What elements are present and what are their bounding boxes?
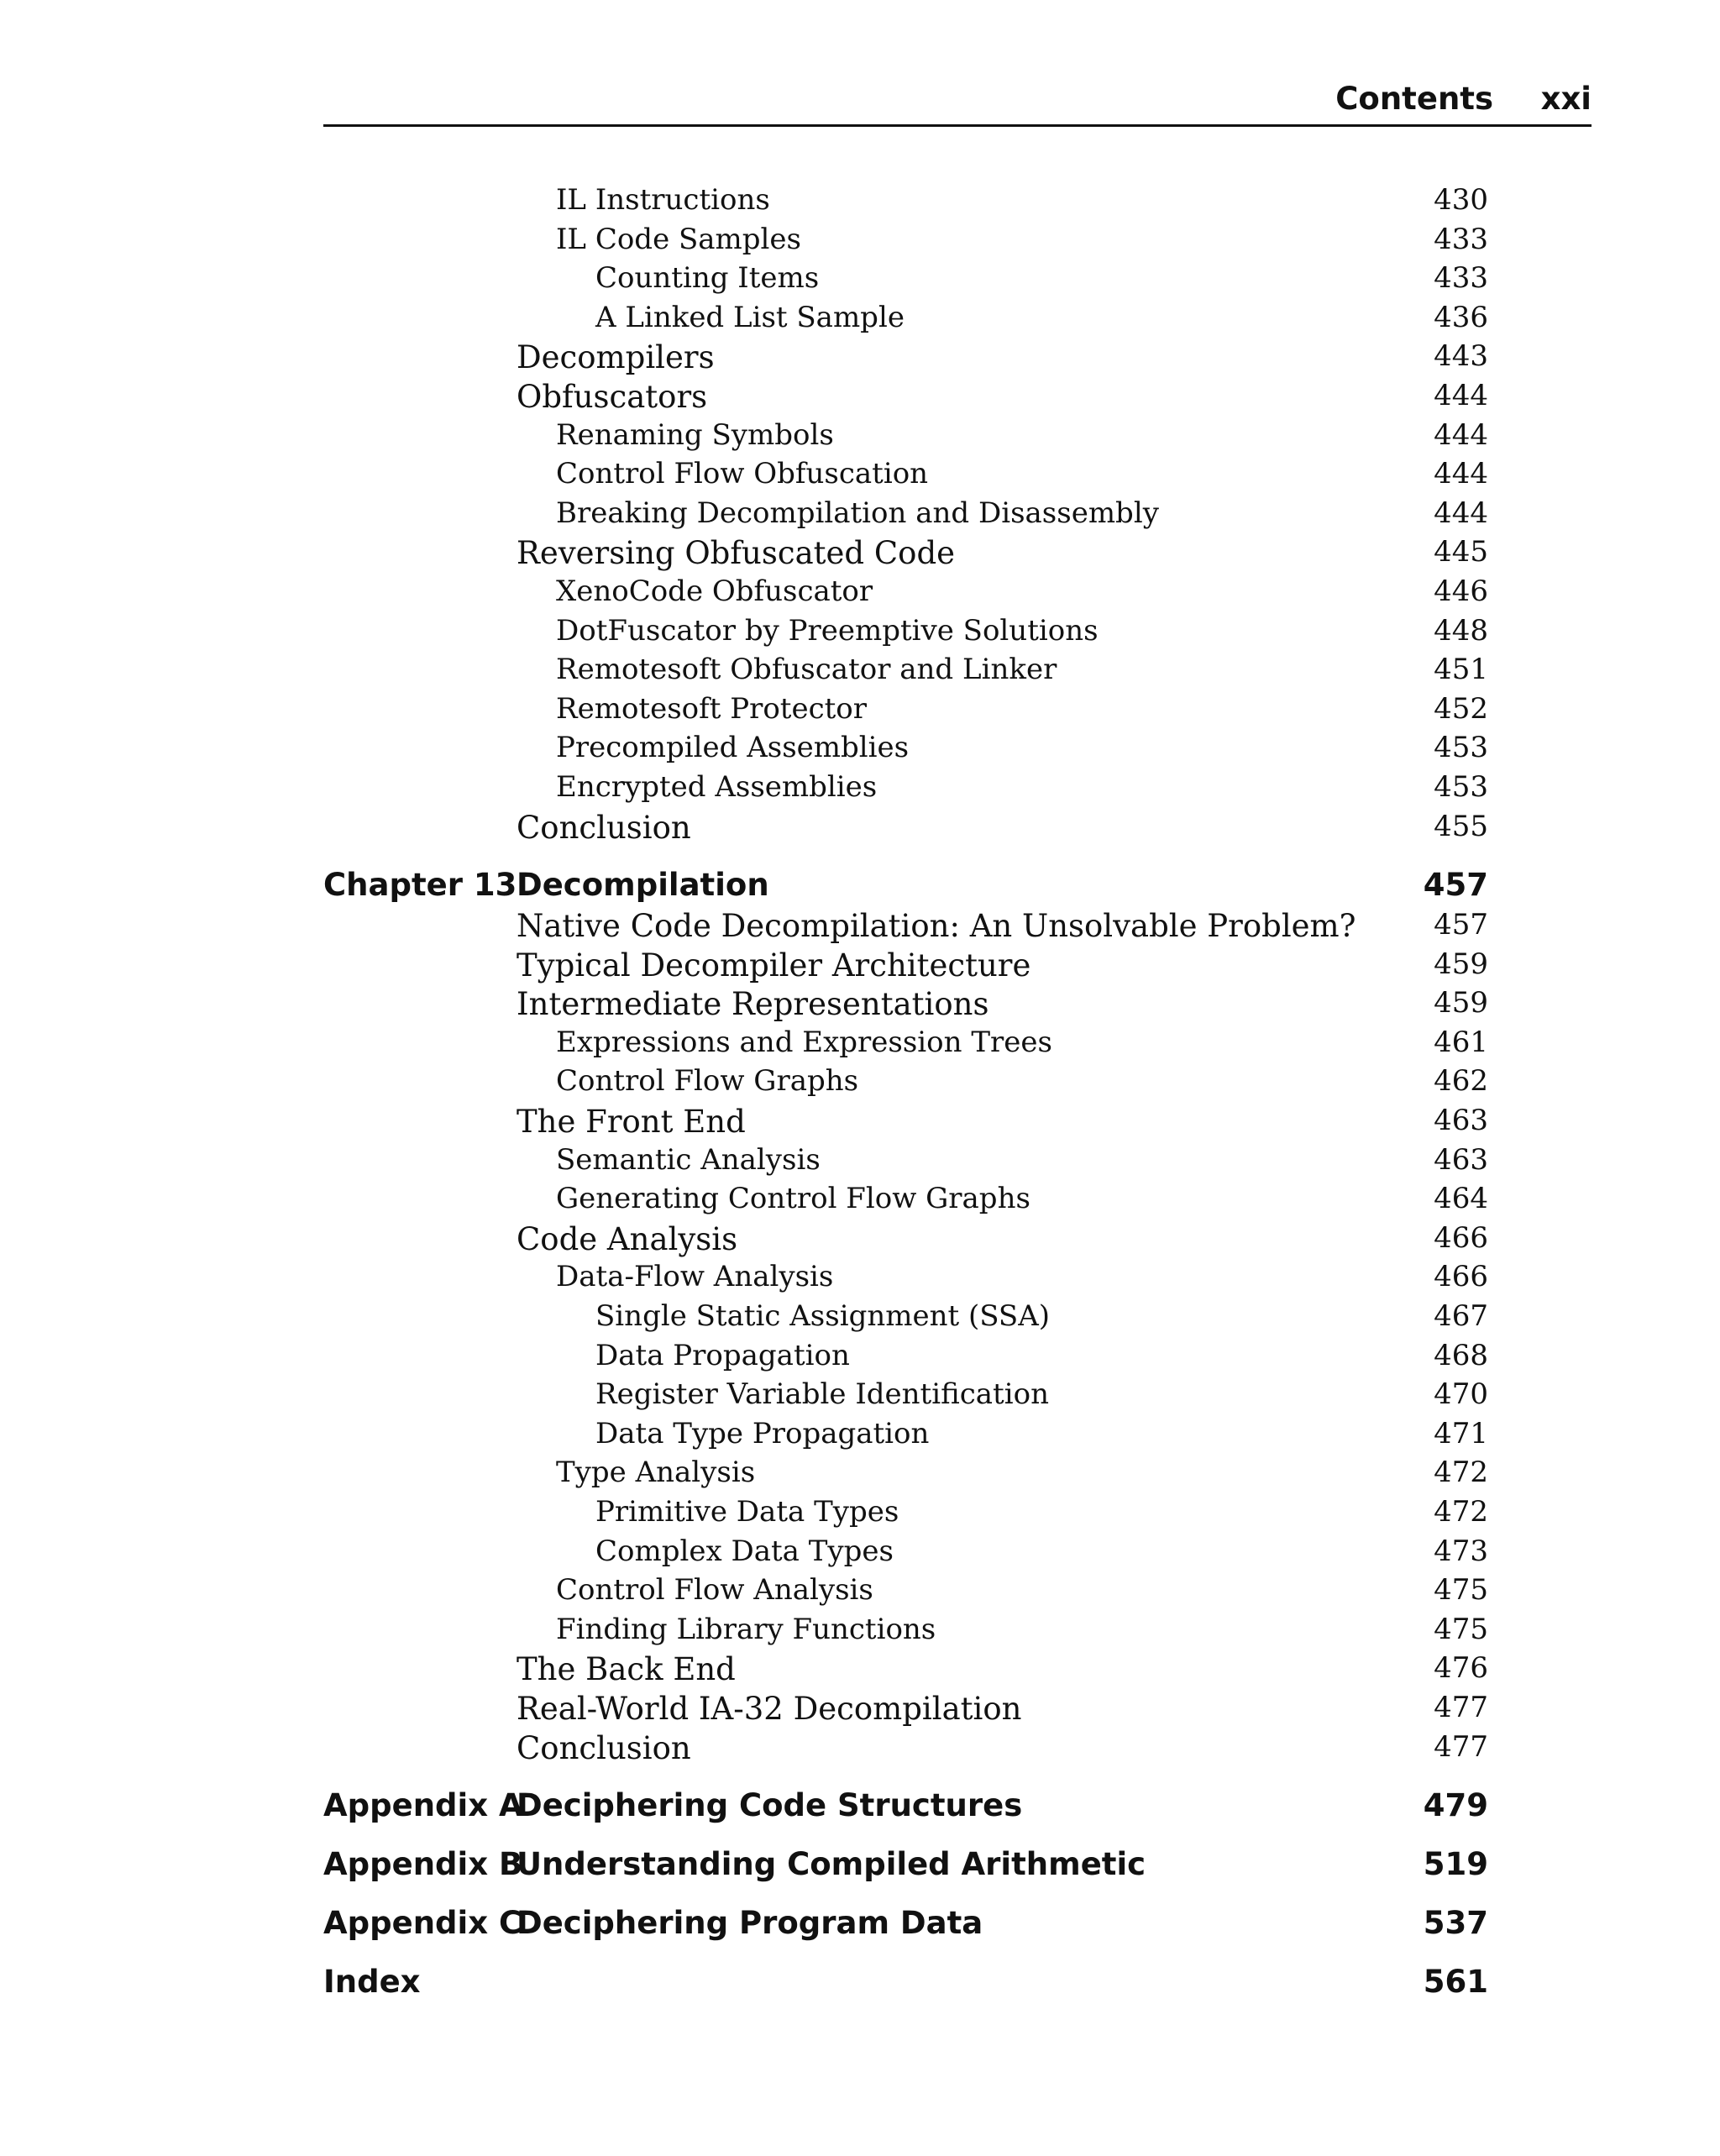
toc-entry-title: Decompilers xyxy=(517,339,715,376)
toc-entry-title: Type Analysis xyxy=(556,1456,756,1490)
toc-entry xyxy=(0,1339,1720,1377)
toc-entry xyxy=(0,574,1720,613)
section-page: 537 xyxy=(1423,1905,1488,1941)
toc-entry-title: Finding Library Functions xyxy=(556,1612,936,1646)
toc-entry xyxy=(0,223,1720,261)
toc-entry xyxy=(0,301,1720,339)
toc-entry xyxy=(0,1534,1720,1573)
section-page: 561 xyxy=(1423,1964,1488,2000)
toc-entry-page: 433 xyxy=(1434,222,1488,256)
toc-entry xyxy=(0,379,1720,417)
toc-entry-title: Encrypted Assemblies xyxy=(556,770,878,804)
toc-entry xyxy=(0,1456,1720,1494)
header-title: Contents xyxy=(1335,81,1493,117)
toc-entry-title: Typical Decompiler Architecture xyxy=(517,947,1031,984)
toc-entry-page: 453 xyxy=(1434,731,1488,765)
toc-entry-page: 475 xyxy=(1434,1573,1488,1608)
toc-entry-title: Control Flow Analysis xyxy=(556,1573,873,1608)
toc-entry-page: 477 xyxy=(1434,1691,1488,1724)
toc-entry-page: 446 xyxy=(1434,574,1488,608)
toc-entry-page: 448 xyxy=(1434,613,1488,648)
toc-entry-page: 444 xyxy=(1434,496,1488,530)
toc-entry xyxy=(0,1377,1720,1416)
toc-entry xyxy=(0,947,1720,986)
toc-entry xyxy=(0,692,1720,731)
toc-entry-title: Data-Flow Analysis xyxy=(556,1260,834,1294)
toc-entry xyxy=(0,810,1720,848)
toc-entry-page: 463 xyxy=(1434,1142,1488,1177)
toc-entry-page: 477 xyxy=(1434,1729,1488,1764)
toc-entry xyxy=(0,1143,1720,1182)
toc-entry-title: Remotesoft Obfuscator and Linker xyxy=(556,653,1057,687)
toc-entry-page: 468 xyxy=(1434,1338,1488,1372)
toc-entry xyxy=(0,1691,1720,1729)
toc-entry-title: Conclusion xyxy=(517,809,691,846)
toc-entry-title: Expressions and Expression Trees xyxy=(556,1025,1052,1059)
toc-entry-page: 471 xyxy=(1434,1416,1488,1450)
toc-entry-title: Native Code Decompilation: An Unsolvable Problem? xyxy=(517,908,1356,944)
section-label: Index xyxy=(323,1964,421,2000)
toc-entry xyxy=(0,1299,1720,1338)
toc-entry xyxy=(0,1026,1720,1064)
toc-entry xyxy=(0,1573,1720,1612)
toc-entry xyxy=(0,653,1720,691)
toc-entry xyxy=(0,1104,1720,1142)
toc-entry xyxy=(0,535,1720,574)
toc-entry-page: 459 xyxy=(1434,986,1488,1020)
chapter-heading xyxy=(0,867,1720,909)
toc-entry-page: 452 xyxy=(1434,691,1488,726)
toc-entry-page: 467 xyxy=(1434,1299,1488,1333)
section-title: Decompilation xyxy=(517,867,769,903)
toc-entry-title: Semantic Analysis xyxy=(556,1142,821,1177)
toc-entry xyxy=(0,1730,1720,1769)
toc-entry-page: 455 xyxy=(1434,809,1488,843)
header-page-number: xxi xyxy=(1540,81,1592,117)
toc-entry-title: IL Instructions xyxy=(556,183,770,217)
toc-entry-title: DotFuscator by Preemptive Solutions xyxy=(556,613,1099,648)
toc-entry-title: Data Type Propagation xyxy=(595,1416,930,1450)
toc-entry xyxy=(0,614,1720,653)
toc-entry xyxy=(0,457,1720,496)
toc-entry-title: Intermediate Representations xyxy=(517,986,989,1023)
toc-entry xyxy=(0,1613,1720,1651)
toc-entry-page: 461 xyxy=(1434,1025,1488,1059)
toc-entry-title: Data Propagation xyxy=(595,1338,850,1372)
toc-entry-title: Control Flow Graphs xyxy=(556,1064,859,1099)
toc-entry-page: 464 xyxy=(1434,1182,1488,1216)
toc-entry-page: 453 xyxy=(1434,770,1488,804)
toc-entry-title: XenoCode Obfuscator xyxy=(556,574,873,608)
toc-entry-title: The Back End xyxy=(517,1651,736,1688)
toc-entry-page: 472 xyxy=(1434,1495,1488,1529)
toc-entry-page: 462 xyxy=(1434,1064,1488,1099)
toc-entry xyxy=(0,418,1720,457)
toc-entry-title: IL Code Samples xyxy=(556,222,802,256)
toc-entry-title: The Front End xyxy=(517,1104,746,1140)
index-heading xyxy=(0,1964,1720,2006)
section-title: Deciphering Program Data xyxy=(517,1905,983,1941)
toc-entry-title: Breaking Decompilation and Disassembly xyxy=(556,496,1159,530)
toc-entry xyxy=(0,496,1720,535)
toc-entry-title: Real-World IA-32 Decompilation xyxy=(517,1691,1022,1727)
toc-entry-page: 436 xyxy=(1434,300,1488,334)
toc-entry-page: 476 xyxy=(1434,1651,1488,1686)
toc-entry xyxy=(0,731,1720,769)
toc-entry-page: 473 xyxy=(1434,1534,1488,1568)
toc-entry-title: Register Variable Identification xyxy=(595,1377,1049,1412)
toc-entry xyxy=(0,1417,1720,1456)
toc-entry-title: A Linked List Sample xyxy=(595,300,905,334)
toc-entry xyxy=(0,986,1720,1025)
toc-entry-page: 445 xyxy=(1434,535,1488,569)
toc-entry xyxy=(0,1064,1720,1103)
toc-entry xyxy=(0,339,1720,378)
section-label: Appendix A xyxy=(323,1787,523,1823)
toc-entry-title: Single Static Assignment (SSA) xyxy=(595,1299,1051,1333)
toc-entry-title: Complex Data Types xyxy=(595,1534,894,1568)
appendix-heading xyxy=(0,1787,1720,1829)
toc-entry xyxy=(0,1221,1720,1260)
toc-entry-title: Generating Control Flow Graphs xyxy=(556,1182,1030,1216)
toc-entry-page: 444 xyxy=(1434,417,1488,452)
toc-entry xyxy=(0,908,1720,947)
toc-entry xyxy=(0,1495,1720,1534)
toc-entry-page: 470 xyxy=(1434,1377,1488,1412)
toc-entry-page: 444 xyxy=(1434,379,1488,412)
section-page: 519 xyxy=(1423,1846,1488,1882)
toc-entry-title: Renaming Symbols xyxy=(556,417,834,452)
toc-entry-title: Reversing Obfuscated Code xyxy=(517,535,956,572)
toc-entry xyxy=(0,1651,1720,1690)
toc-entry xyxy=(0,1182,1720,1220)
toc-entry-page: 444 xyxy=(1434,457,1488,491)
section-title: Understanding Compiled Arithmetic xyxy=(517,1846,1146,1882)
toc-entry-page: 459 xyxy=(1434,947,1488,981)
section-page: 457 xyxy=(1423,867,1488,903)
toc-entry xyxy=(0,183,1720,222)
section-title: Deciphering Code Structures xyxy=(517,1787,1023,1823)
toc-entry xyxy=(0,1260,1720,1298)
toc-entry xyxy=(0,261,1720,300)
section-label: Appendix C xyxy=(323,1905,522,1941)
toc-entry-title: Obfuscators xyxy=(517,379,708,415)
section-label: Appendix B xyxy=(323,1846,523,1882)
toc-entry-page: 472 xyxy=(1434,1456,1488,1490)
toc-entry-page: 457 xyxy=(1434,908,1488,942)
toc-entry-title: Control Flow Obfuscation xyxy=(556,457,929,491)
section-label: Chapter 13 xyxy=(323,867,517,903)
toc-entry-title: Remotesoft Protector xyxy=(556,691,867,726)
toc-entry-page: 433 xyxy=(1434,261,1488,296)
toc-entry-page: 430 xyxy=(1434,183,1488,217)
appendix-heading xyxy=(0,1846,1720,1888)
toc-entry-title: Code Analysis xyxy=(517,1220,738,1257)
toc-entry-title: Conclusion xyxy=(517,1729,691,1766)
toc-entry-title: Counting Items xyxy=(595,261,820,296)
toc-entry-title: Primitive Data Types xyxy=(595,1495,899,1529)
toc-entry xyxy=(0,770,1720,809)
toc-entry-page: 475 xyxy=(1434,1612,1488,1646)
toc-entry-page: 451 xyxy=(1434,653,1488,687)
toc-entry-page: 463 xyxy=(1434,1104,1488,1137)
toc-entry-page: 443 xyxy=(1434,339,1488,374)
section-page: 479 xyxy=(1423,1787,1488,1823)
toc-entry-page: 466 xyxy=(1434,1220,1488,1255)
appendix-heading xyxy=(0,1905,1720,1947)
running-header xyxy=(323,77,1592,127)
toc-entry-title: Precompiled Assemblies xyxy=(556,731,910,765)
toc-entry-page: 466 xyxy=(1434,1260,1488,1294)
